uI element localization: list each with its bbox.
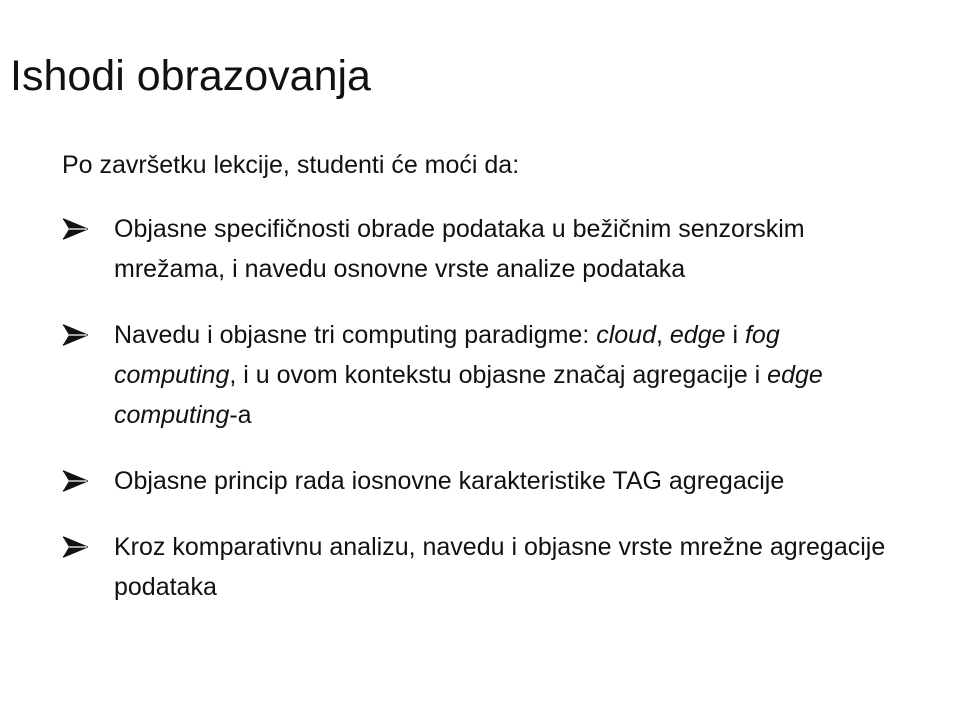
arrowhead-bullet-icon xyxy=(62,209,98,249)
arrowhead-bullet-icon xyxy=(62,461,98,501)
outcome-text xyxy=(114,533,885,601)
text-segment: , i u ovom kontekstu objasne značaj agregacije i xyxy=(229,361,768,389)
intro-text: Po završetku lekcije, studenti će moći da: xyxy=(62,151,520,179)
text-segment: i xyxy=(725,321,745,349)
outcome-text xyxy=(114,321,823,429)
outcome-item xyxy=(62,527,902,607)
text-segment: Navedu i objasne tri computing paradigme: xyxy=(114,321,597,349)
arrowhead-bullet-icon xyxy=(62,315,98,355)
outcome-item xyxy=(62,209,902,289)
italic-term: fog computing xyxy=(114,321,780,389)
text-segment: -a xyxy=(229,401,252,429)
outcome-item xyxy=(62,461,902,501)
text-segment: Objasne specifičnosti obrade podataka u bežičnim senzorskim mrežama, i navedu osnovne vrste analize podataka xyxy=(114,215,805,283)
italic-term: edge xyxy=(669,321,726,349)
text-segment: Objasne princip rada iosnovne karakteristike TAG agregacije xyxy=(114,467,785,495)
outcome-item xyxy=(62,315,902,435)
italic-term: cloud xyxy=(596,321,656,349)
slide-title: Ishodi obrazovanja xyxy=(10,52,371,100)
outcome-text xyxy=(114,215,805,283)
italic-term: edge computing xyxy=(114,361,823,429)
outcomes-list xyxy=(62,209,902,633)
arrowhead-bullet-icon xyxy=(62,527,98,567)
text-segment: , xyxy=(655,321,670,349)
text-segment: Kroz komparativnu analizu, navedu i objasne vrste mrežne agregacije podataka xyxy=(114,533,886,601)
outcome-text xyxy=(114,467,784,495)
